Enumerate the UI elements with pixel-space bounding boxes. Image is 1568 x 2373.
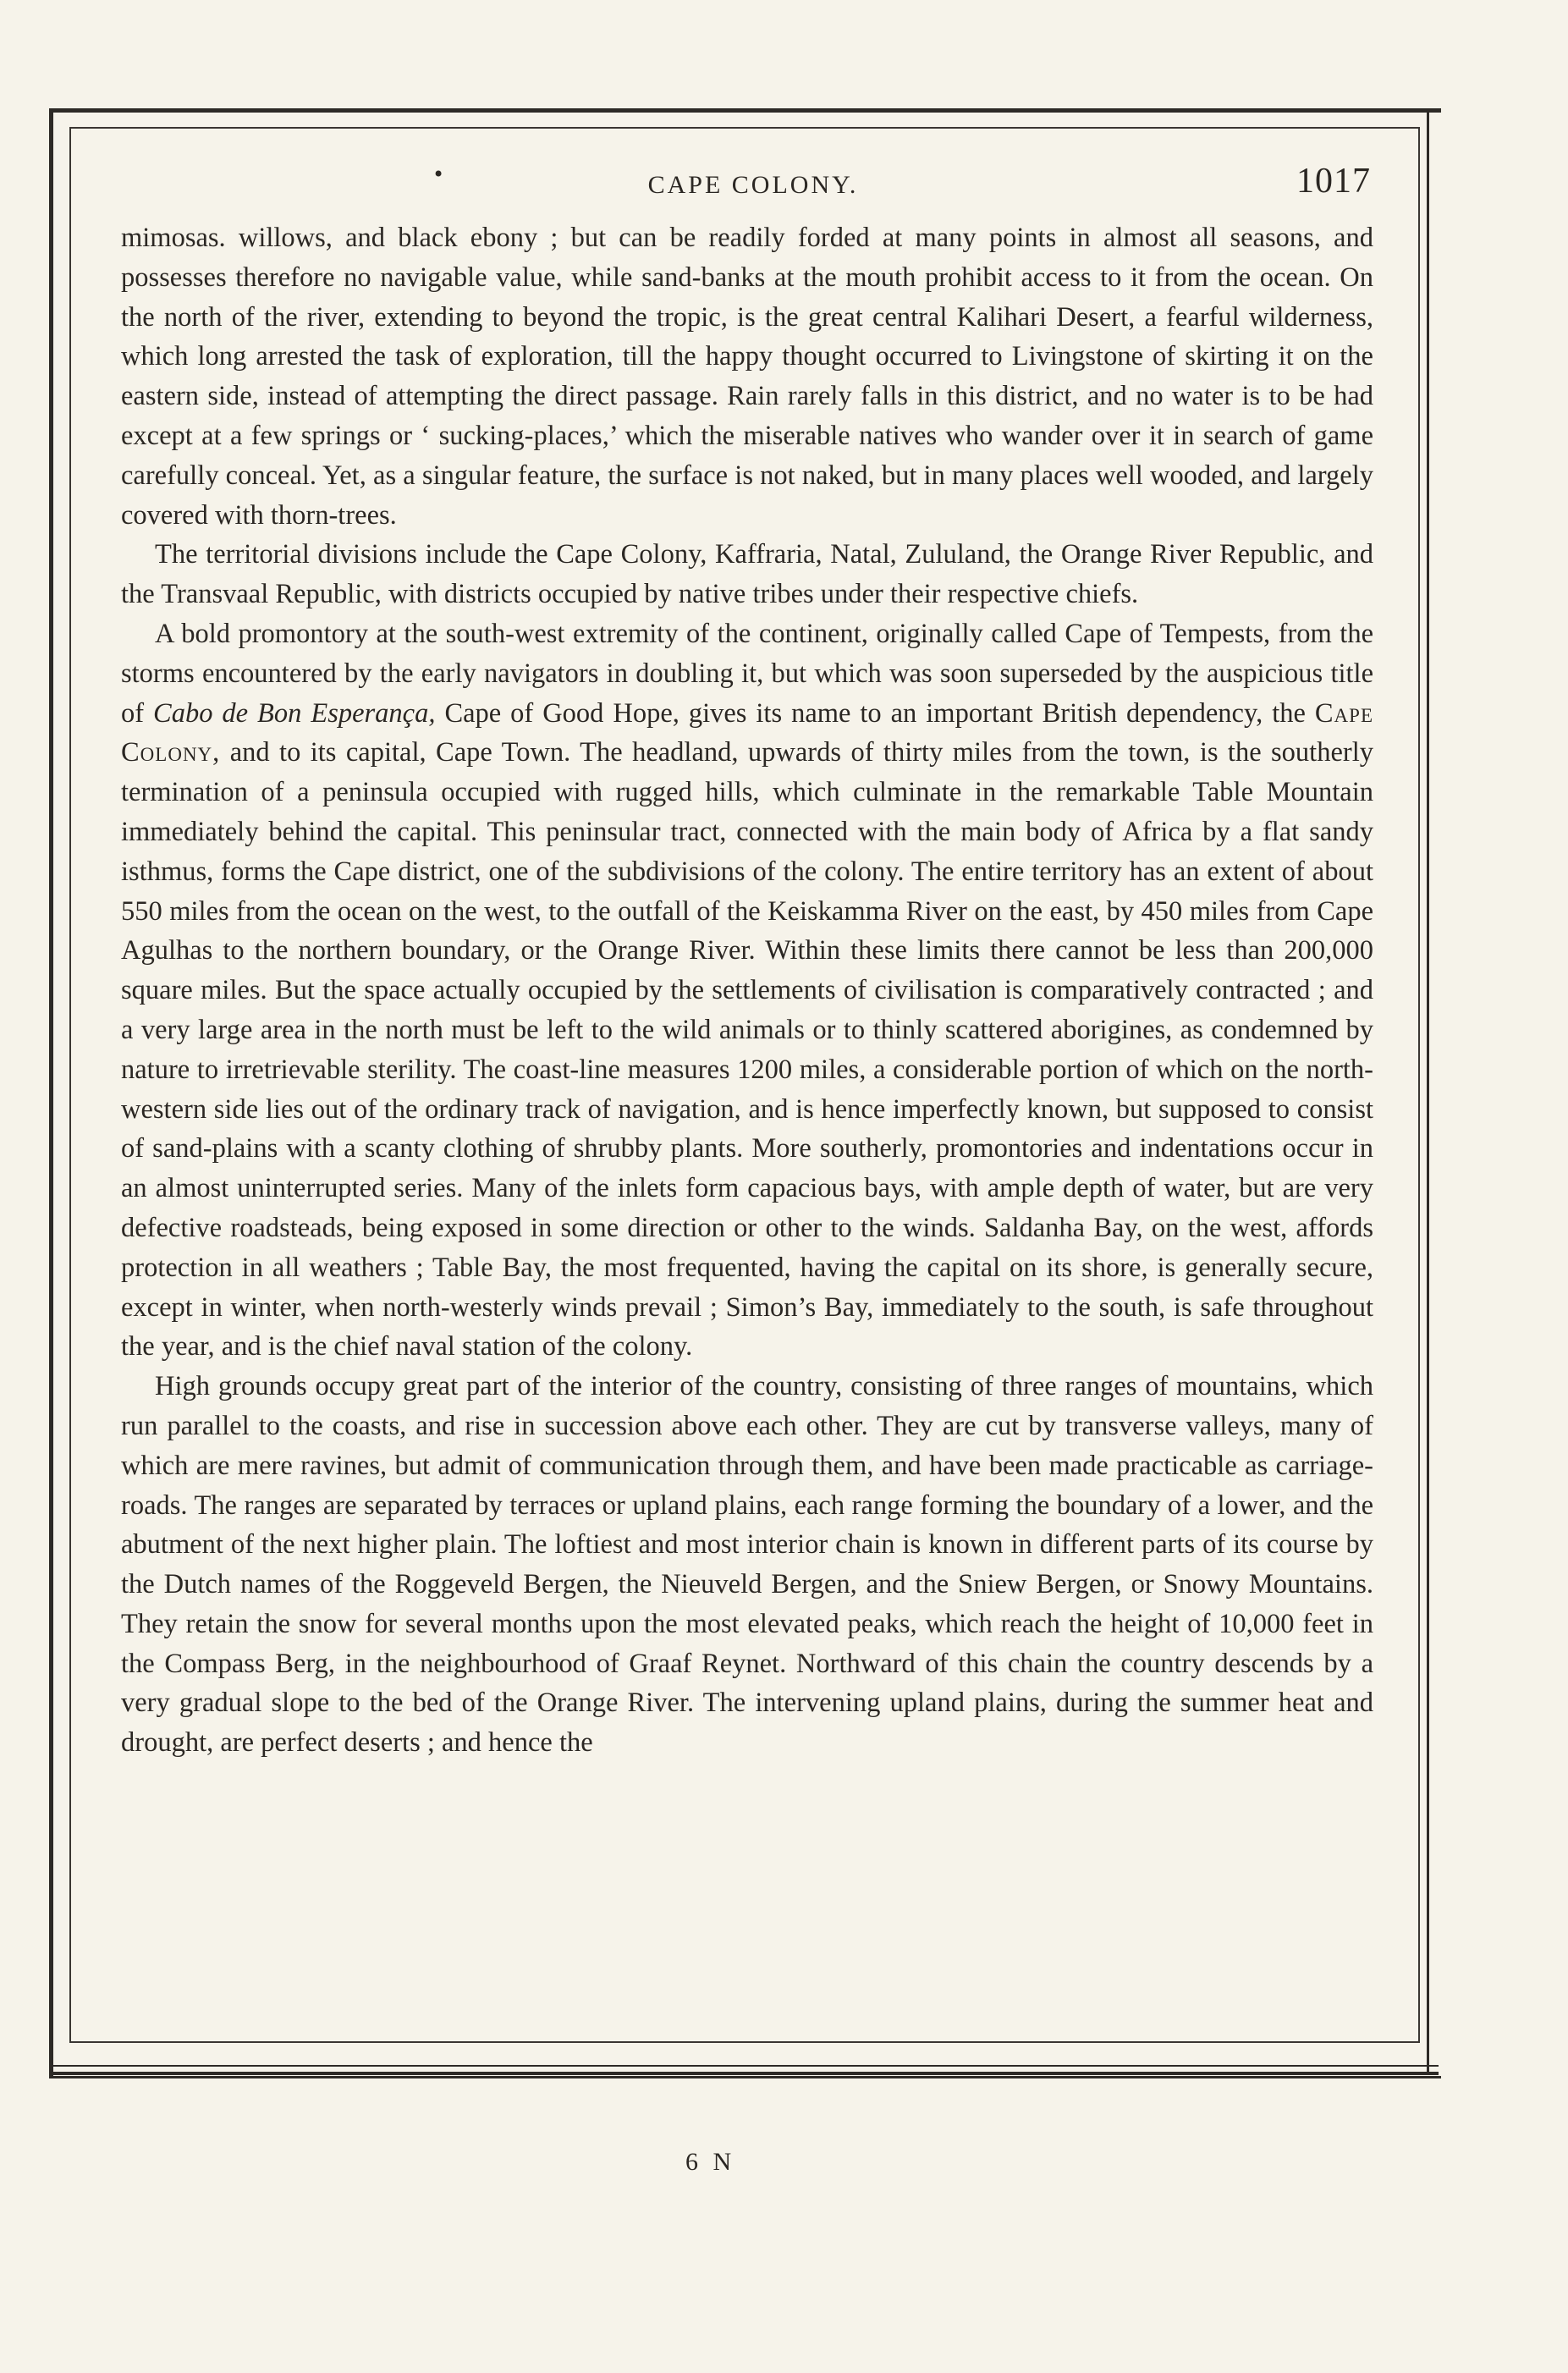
running-head [118,159,1388,210]
paragraph-high-grounds: High grounds occupy great part of the interior of the country, consisting of three ranges of mountains, which run parallel to the coasts, and rise in succession above each other. They are cut by transverse valleys, many of which are mere ravines, but admit of communication through them, and have been made practicable as carriage-roads. The ranges are separated by terraces or upland plains, each range forming the boundary of a lower, and the abutment of the next higher plain. The loftiest and most interior chain is known in different parts of its course by the Dutch names of the Roggeveld Bergen, the Nieuveld Bergen, and the Sniew Bergen, or Snowy Mountains. They retain the snow for several months upon the most elevated peaks, which reach the height of 10,000 feet in the Compass Berg, in the neighbourhood of Graaf Reynet. Northward of this chain the country descends by a very gradual slope to the bed of the Orange River. The intervening upland plains, during the summer heat and drought, are perfect deserts ; and hence the [121,1371,1373,1759]
signature-mark: 6 N [685,2148,736,2176]
small-caps-cape-colony: Cape Colony, [121,697,1373,768]
page-frame-bottom-rule [51,2065,1439,2075]
italic-cabo-de-bon-esperanca: Cabo de Bon Esperança, [153,697,436,729]
paragraph-cape-promontory-part-1: A bold promontory at the south-west extremity of the continent, originally called Cape of Tempests, from the storms encountered by the early navigators in doubling it, but which was soon superseded by the auspicious title of [121,618,1373,729]
running-head-dot: • [432,162,445,186]
paragraph-territorial-divisions: The territorial divisions include the Cape Colony, Kaffraria, Natal, Zululand, the Orange River Republic, and the Transvaal Republic, with districts occupied by native tribes under their respective chiefs. [121,539,1373,610]
paragraph-cape-promontory [121,614,1373,1367]
body-text [121,218,1373,1763]
page-number: 1017 [1296,162,1371,201]
paragraph-cape-promontory-part-3: and to its capital, Cape Town. The headland, upwards of thirty miles from the town, is the southerly termination of a peninsula occupied with rugged hills, which culminate in the remarkable Table Mountain immediately behind the capital. This peninsular tract, connected with the main body of Africa by a flat sandy isthmus, forms the Cape district, one of the subdivisions of the colony. The entire territory has an extent of about 550 miles from the ocean on the west, to the outfall of the Keiskamma River on the east, by 450 miles from Cape Agulhas to the northern boundary, or the Orange River. Within these limits there cannot be less than 200,000 square miles. But the space actually occupied by the settlements of civilisation is comparatively contracted ; and a very large area in the north must be left to the wild animals or to thinly scattered aborigines, as condemned by nature to irretrievable sterility. The coast-line measures 1200 miles, a considerable portion of which on the north-western side lies out of the ordinary track of navigation, and is hence imperfectly known, but supposed to consist of sand-plains with a scanty clothing of shrubby plants. More southerly, promontories and indentations occur in an almost uninterrupted series. Many of the inlets form capacious bays, with ample depth of water, but are very defective roadsteads, being exposed in some direction or other to the winds. Saldanha Bay, on the west, affords protection in all weathers ; Table Bay, the most frequented, having the capital on its shore, is generally secure, except in winter, when north-westerly winds prevail ; Simon’s Bay, immediately to the south, is safe throughout the year, and is the chief naval station of the colony. [121,737,1373,1363]
running-head-title: CAPE COLONY. [647,171,859,199]
page-frame-right-rule [1427,110,1429,2072]
paragraph-mimosas: mimosas. willows, and black ebony ; but can be readily forded at many points in almost all seasons, and possesses therefore no navigable value, while sand-banks at the mouth prohibit access to it from the ocean. On the north of the river, extending to beyond the tropic, is the great central Kalihari Desert, a fearful wilderness, which long arrested the task of exploration, till the happy thought occurred to Livingstone of skirting it on the eastern side, instead of attempting the direct passage. Rain rarely falls in this district, and no water is to be had except at a few springs or ‘ sucking-places,’ which the miserable natives who wander over it in search of game carefully conceal. Yet, as a singular feature, the surface is not naked, but in many places well wooded, and largely covered with thorn-trees. [121,223,1373,531]
paragraph-cape-promontory-part-2: Cape of Good Hope, gives its name to an important British dependency, the [435,697,1315,729]
